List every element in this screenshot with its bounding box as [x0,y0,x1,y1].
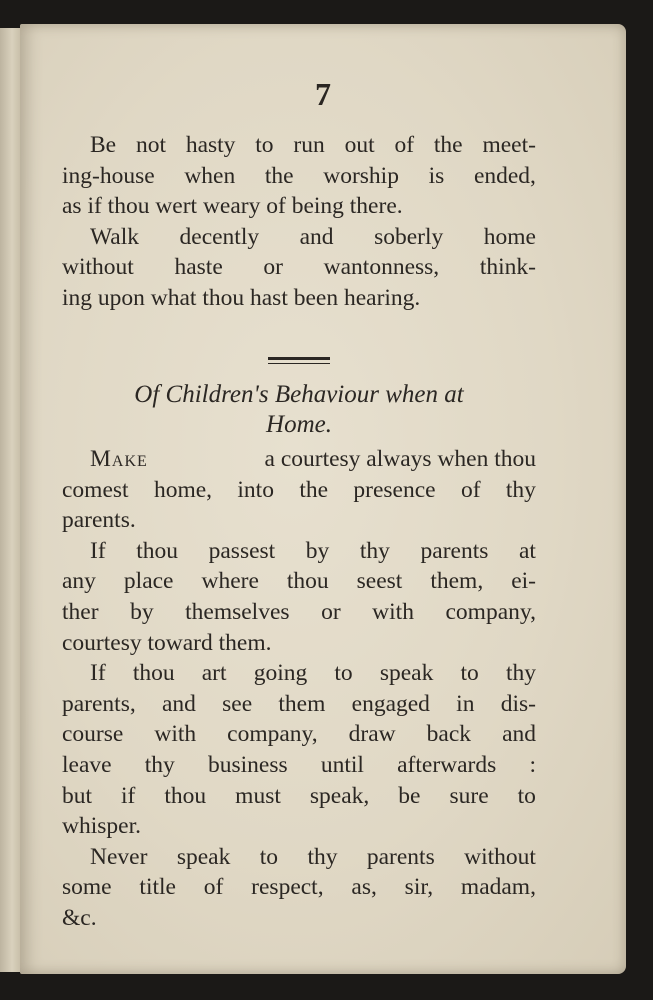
text-line: parents, and see them engaged in dis- [62,690,536,717]
text-line: whisper. [62,813,141,840]
text-line: any place where thou seest them, ei- [62,568,536,595]
text-line: ing-house when the worship is ended, [62,162,536,189]
text-line: but if thou must speak, be sure to [62,782,536,809]
text-block-lower [62,444,536,934]
text-line: courtesy toward them. [62,629,272,656]
opening-word: Make [90,446,148,472]
text-line: course with company, draw back and [62,721,536,748]
text-line: ther by themselves or with company, [62,598,536,625]
text-line: without haste or wantonness, think- [62,254,536,281]
text-line: Be not hasty to run out of the meet- [90,132,536,158]
text-line: If thou passest by thy parents at [90,537,536,564]
text-line: some title of respect, as, sir, madam, [62,874,536,901]
text-line: as if thou wert weary of being there. [62,193,403,220]
text-line: comest home, into the presence of thy [62,476,536,503]
section-heading [62,380,536,440]
book-page [20,24,626,974]
text-line [62,444,536,475]
text-line: parents. [62,507,136,534]
text-line: ing upon what thou hast been hearing. [62,284,421,311]
text-line: leave thy business until afterwards : [62,751,536,778]
section-heading-line: Of Children's Behaviour when at [134,381,464,408]
text-block-upper [62,130,536,314]
text-line: If thou art going to speak to thy [90,660,536,687]
section-divider-rule [268,357,330,364]
text-line: &c. [62,904,97,931]
page-number: 7 [315,76,331,112]
facing-page-edge [0,28,21,972]
text-line: Walk decently and soberly home [90,223,536,250]
line-rest: a courtesy always when thou [264,446,536,472]
section-heading-line: Home. [266,411,332,438]
text-line: Never speak to thy parents without [90,843,536,870]
